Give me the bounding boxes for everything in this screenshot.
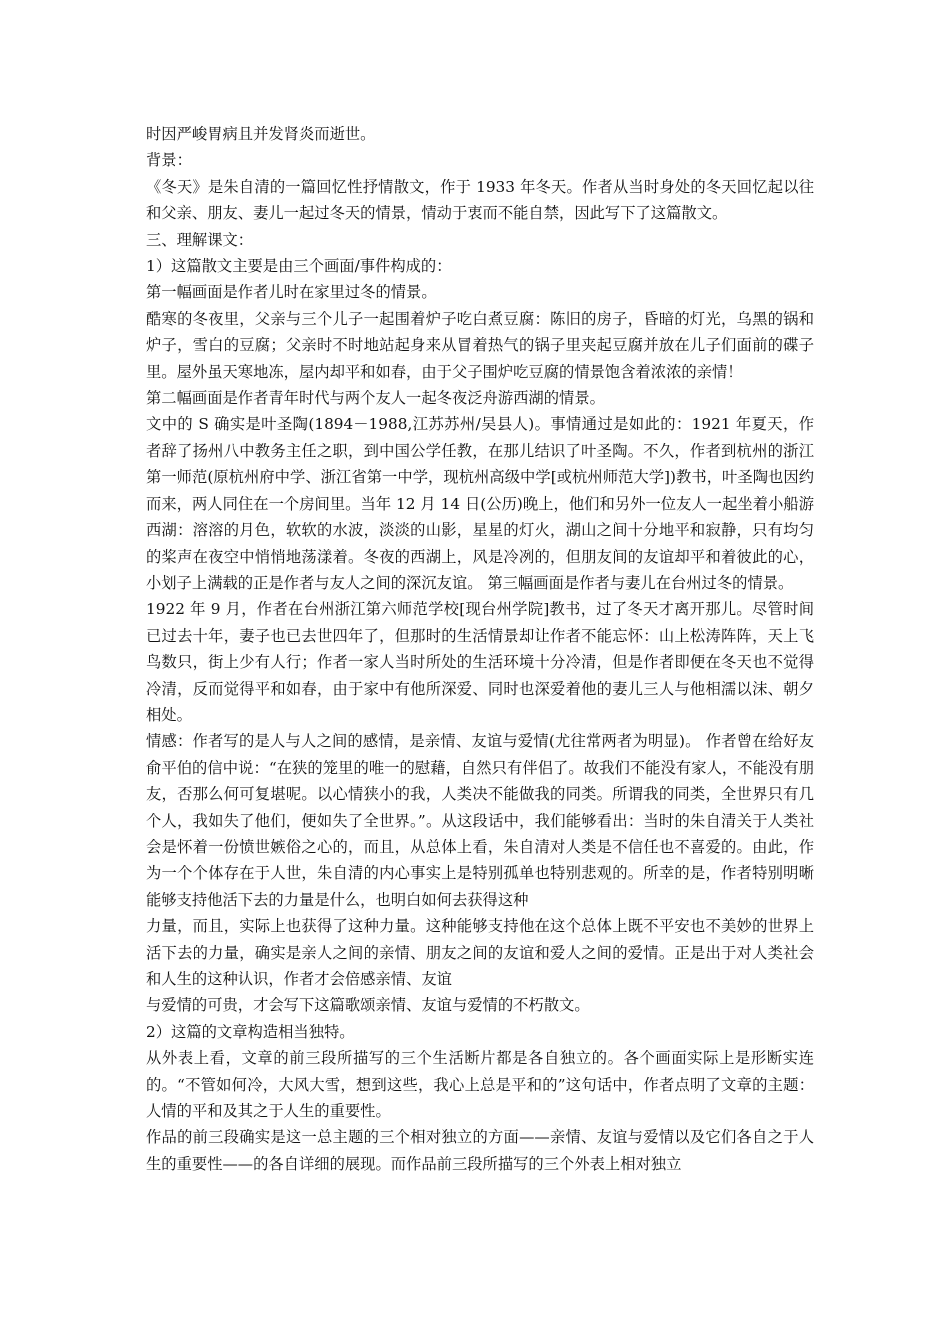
paragraph: 情感：作者写的是人与人之间的感情，是亲情、友谊与爱情(尤往常两者为明显)。 作者曾在给好友俞平伯的信中说：“在狭的笼里的唯一的慰藉，自然只有伴侣了。故我们不能没有家人，不能没有朋友，否那么何可复堪呢。以心情狭小的我，人类决不能做我的同类。所谓我的同类，全世界只有几个人，我如失了他们，便如失了全世界。”。从这段话中，我们能够看出：当时的朱自清关于人类社会是怀着一份愤世嫉俗之心的，而且，从总体上看，朱自清对人类是不信任也不喜爱的。由此，作为一个个体存在于人世，朱自清的内心事实上是特别孤单也特别悲观的。所幸的是，作者特别明晰能够支持他活下去的力量是什么，也明白如何去获得这种 [146,732,814,909]
paragraph: 文中的 S 确实是叶圣陶(1894－1988,江苏苏州/吴县人)。事情通过是如此的：1921 年夏天，作者辞了扬州八中教务主任之职，到中国公学任教，在那儿结识了叶圣陶。不久，作者到杭州的浙江第一师范(原杭州府中学、浙江省第一中学，现杭州高级中学[或杭州师范大学])教书，叶圣陶也因约而来，两人同住在一个房间里。当年 12 月 14 日(公历)晚上，他们和另外一位友人一起坐着小船游西湖：溶溶的月色，软软的水波，淡淡的山影，星星的灯火，湖山之间十分地平和寂静，只有均匀的桨声在夜空中悄悄地荡漾着。冬夜的西湖上，风是冷冽的，但朋友间的友谊却平和着彼此的心，小划子上满载的正是作者与友人之间的深沉友谊。 第三幅画面是作者与妻儿在台州过冬的情景。 [146,415,814,592]
paragraph: 作品的前三段确实是这一总主题的三个相对独立的方面——亲情、友谊与爱情以及它们各自之于人生的重要性——的各自详细的展现。而作品前三段所描写的三个外表上相对独立 [146,1128,814,1173]
paragraph: 与爱情的可贵，才会写下这篇歌颂亲情、友谊与爱情的不朽散文。 [146,996,590,1015]
paragraph: 《冬天》是朱自清的一篇回忆性抒情散文，作于 1933 年冬天。作者从当时身处的冬天回忆起以往和父亲、朋友、妻儿一起过冬天的情景，情动于衷而不能自禁，因此写下了这篇散文。 [146,177,814,223]
paragraph: 酷寒的冬夜里，父亲与三个儿子一起围着炉子吃白煮豆腐：陈旧的房子，昏暗的灯光，乌黑的锅和炉子，雪白的豆腐；父亲时不时地站起身来从冒着热气的锅子里夹起豆腐并放在儿子们面前的碟子里。屋外虽天寒地冻，屋内却平和如春，由于父子围炉吃豆腐的情景饱含着浓浓的亲情！ [146,309,814,381]
paragraph: 力量，而且，实际上也获得了这种力量。这种能够支持他在这个总体上既不平安也不美妙的世界上活下去的力量，确实是亲人之间的亲情、朋友之间的友谊和爱人之间的爱情。正是出于对人类社会和人生的这种认识，作者才会倍感亲情、友谊 [146,917,814,988]
paragraph: 第一幅画面是作者儿时在家里过冬的情景。 [146,283,437,302]
paragraph: 1922 年 9 月，作者在台州浙江第六师范学校[现台州学院]教书，过了冬天才离开那儿。尽管时间已过去十年，妻子也已去世四年了，但那时的生活情景却让作者不能忘怀：山上松涛阵阵，天上飞鸟数只，街上少有人行；作者一家人当时所处的生活环境十分冷清，但是作者即便在冬天也不觉得冷清，反而觉得平和如春，由于家中有他所深爱、同时也深爱着他的妻儿三人与他相濡以沫、朝夕相处。 [146,600,814,724]
paragraph: 第二幅画面是作者青年时代与两个友人一起冬夜泛舟游西湖的情景。 [146,389,605,408]
paragraph: 2）这篇的文章构造相当独特。 [146,1022,355,1041]
paragraph: 三、理解课文： [146,230,254,249]
paragraph: 时因严峻胃病且并发肾炎而逝世。 [146,125,376,143]
document-body [146,121,814,1177]
paragraph: 背景： [146,151,192,170]
paragraph: 1）这篇散文主要是由三个画面/事件构成的： [146,257,452,276]
paragraph: 从外表上看，文章的前三段所描写的三个生活断片都是各自独立的。各个画面实际上是形断实连的。“不管如何冷，大风大雪，想到这些，我心上总是平和的”这句话中，作者点明了文章的主题：人情的平和及其之于人生的重要性。 [146,1049,814,1121]
